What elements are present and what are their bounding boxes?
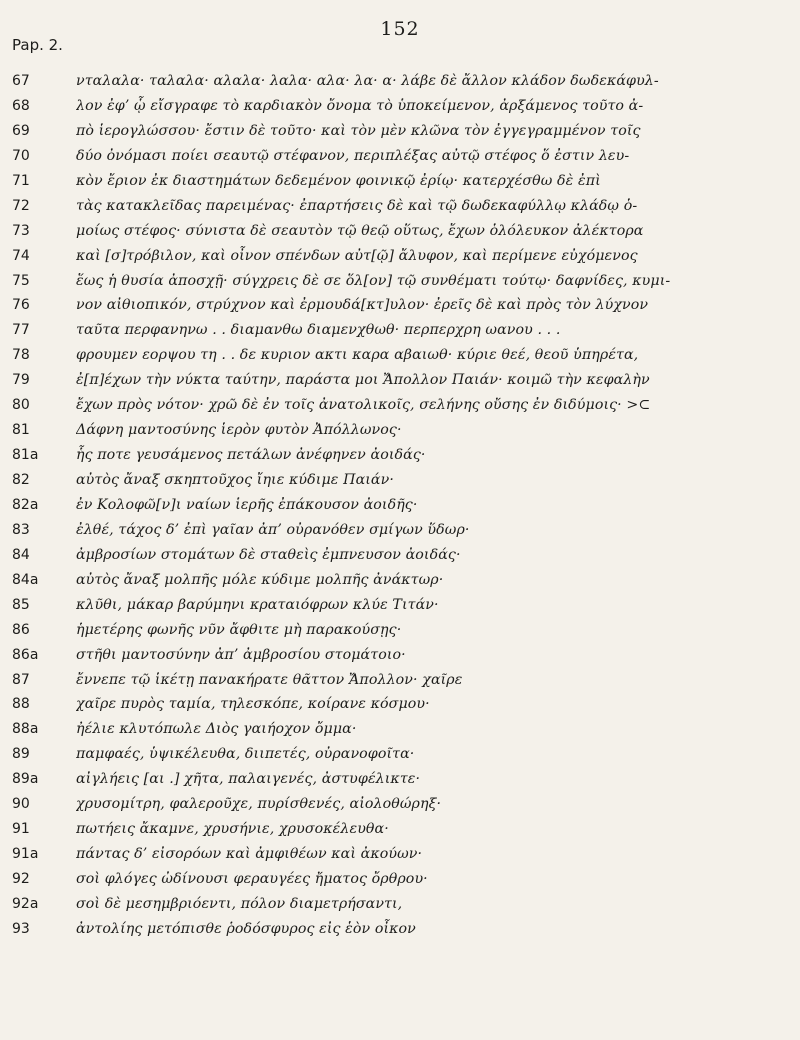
text-body xyxy=(0,69,800,942)
line-text: ἕως ἡ θυσία ἀποσχῇ· σύγχρεις δὲ σε ὅλ[ον] τῷ συνθέματι τούτῳ· δαφνίδες, κυμι- xyxy=(76,272,671,289)
line-number: 78 xyxy=(12,347,30,364)
text-line xyxy=(0,94,800,119)
text-line xyxy=(0,468,800,493)
line-number: 86 xyxy=(12,621,30,638)
line-text: ἧς ποτε γευσάμενος πετάλων ἀνέφηνεν ἀοιδάς· xyxy=(76,447,426,464)
papyrus-label: Pap. 2. xyxy=(12,36,63,54)
line-number: 92a xyxy=(12,895,39,912)
line-number: 92 xyxy=(12,871,30,887)
text-line xyxy=(0,169,800,194)
text-line xyxy=(0,618,800,643)
text-line xyxy=(0,867,800,892)
text-line xyxy=(0,69,800,94)
line-text: αὐτὸς ἄναξ μολπῆς μόλε κύδιμε μολπῆς ἀνάκτωρ· xyxy=(76,571,444,588)
line-number: 90 xyxy=(12,796,30,813)
line-text: χρυσομίτρη, φαλεροῦχε, πυρίσθενές, αἰολοθώρηξ· xyxy=(76,796,442,813)
line-number: 74 xyxy=(12,247,30,264)
line-number: 67 xyxy=(12,73,30,89)
line-number: 80 xyxy=(12,397,30,414)
line-number: 77 xyxy=(12,322,30,339)
text-line xyxy=(0,767,800,792)
line-number: 91a xyxy=(12,846,39,863)
page-number: 152 xyxy=(380,18,420,40)
text-line xyxy=(0,643,800,668)
text-line xyxy=(0,443,800,468)
line-text: παμφαές, ὑψικέλευθα, διιπετές, οὐρανοφοῖτα· xyxy=(76,746,415,763)
line-text: σοὶ φλόγες ὠδίνουσι φεραυγέες ἤματος ὄρθρου· xyxy=(76,871,428,887)
line-number: 84a xyxy=(12,571,39,588)
text-line xyxy=(0,418,800,443)
line-number: 89 xyxy=(12,746,30,763)
text-line xyxy=(0,668,800,693)
line-text: χαῖρε πυρὸς ταμία, τηλεσκόπε, κοίρανε κόσμου· xyxy=(76,696,430,713)
line-text: κλῦθι, μάκαρ βαρύμηνι κραταιόφρων κλύε Τιτάν· xyxy=(76,596,439,613)
line-number: 86a xyxy=(12,646,39,663)
text-line xyxy=(0,692,800,717)
line-number: 69 xyxy=(12,122,30,139)
line-number: 73 xyxy=(12,222,30,239)
text-line xyxy=(0,493,800,518)
text-line xyxy=(0,593,800,618)
text-line xyxy=(0,393,800,418)
line-text: τὰς κατακλεῖδας παρειμένας· ἐπαρτήσεις δὲ καὶ τῷ δωδεκαφύλλῳ κλάδῳ ὁ- xyxy=(76,197,638,214)
text-line xyxy=(0,343,800,368)
line-text: καὶ [σ]τρόβιλον, καὶ οἶνον σπένδων αὐτ[ῷ] ἄλυφον, καὶ περίμενε εὐχόμενος xyxy=(76,247,638,264)
text-line xyxy=(0,892,800,917)
line-text: σοὶ δὲ μεσημβριόεντι, πόλον διαμετρήσαντι, xyxy=(76,895,403,912)
line-number: 89a xyxy=(12,771,39,788)
line-text: στῆθι μαντοσύνην ἀπ’ ἀμβροσίου στομάτοιο· xyxy=(76,646,406,663)
line-number: 82 xyxy=(12,472,30,488)
line-text: ἡμετέρης φωνῆς νῦν ἄφθιτε μὴ παρακούσῃς· xyxy=(76,621,402,638)
line-text: Δάφνη μαντοσύνης ἱερὸν φυτὸν Ἀπόλλωνος· xyxy=(76,422,402,439)
text-line xyxy=(0,842,800,867)
line-text: νον αἰθιοπικόν, στρύχνον καὶ ἐρμουδά[κτ]υλον· ἐρεῖς δὲ καὶ πρὸς τὸν λύχνον xyxy=(76,297,649,314)
text-line xyxy=(0,792,800,817)
line-text: λον ἐφ’ ᾧ εἴσγραφε τὸ καρδιακὸν ὄνομα τὸ ὑποκείμενον, ἀρξάμενος τοῦτο ἀ- xyxy=(76,97,644,114)
line-text: αἰγλήεις [αι .] χῆτα, παλαιγενές, ἀστυφέλικτε· xyxy=(76,771,421,788)
line-number: 79 xyxy=(12,372,30,389)
line-number: 81a xyxy=(12,447,39,464)
line-number: 91 xyxy=(12,821,30,838)
line-number: 88a xyxy=(12,721,39,738)
line-text: ἠέλιε κλυτόπωλε Διὸς γαιήοχον ὄμμα· xyxy=(76,721,357,738)
text-line xyxy=(0,244,800,269)
line-number: 75 xyxy=(12,272,30,289)
line-number: 71 xyxy=(12,172,30,189)
line-text: πὸ ἱερογλώσσου· ἔστιν δὲ τοῦτο· καὶ τὸν μὲν κλῶνα τὸν ἐγγεγραμμένον τοῖς xyxy=(76,122,641,139)
line-text: αὐτὸς ἄναξ σκηπτοῦχος ἴηιε κύδιμε Παιάν· xyxy=(76,472,394,488)
line-text: ἔχων πρὸς νότον· χρῶ δὲ ἐν τοῖς ἀνατολικοῖς, σελήνης οὔσης ἐν διδύμοις· >⊂ xyxy=(76,397,651,414)
line-number: 85 xyxy=(12,596,30,613)
line-text: ἐ[π]έχων τὴν νύκτα ταύτην, παράστα μοι Ἄπολλον Παιάν· κοιμῶ τὴν κεφαλὴν xyxy=(76,372,650,389)
text-line xyxy=(0,518,800,543)
line-number: 70 xyxy=(12,147,30,164)
line-text: ἐν Κολοφῶ[ν]ι ναίων ἱερῆς ἐπάκουσον ἀοιδῆς· xyxy=(76,496,418,513)
line-number: 81 xyxy=(12,422,30,439)
line-number: 82a xyxy=(12,496,39,513)
text-line xyxy=(0,917,800,942)
line-text: ἀμβροσίων στομάτων δὲ σταθεὶς ἐμπνευσον ἀοιδάς· xyxy=(76,546,461,563)
text-line xyxy=(0,144,800,169)
line-text: ταῦτα περφανηνω . . διαμανθω διαμενχθωθ· περπερχρη ωανου . . . xyxy=(76,322,561,339)
line-text: φρουμεν εορψου τη . . δε κυριον ακτι καρα αβαιωθ· κύριε θεέ, θεοῦ ὑπηρέτα, xyxy=(76,347,639,364)
text-line xyxy=(0,742,800,767)
line-number: 68 xyxy=(12,97,30,114)
line-text: ἔννεπε τῷ ἱκέτῃ πανακήρατε θᾶττον Ἄπολλον· χαῖρε xyxy=(76,671,463,688)
line-number: 84 xyxy=(12,546,30,563)
line-text: πωτήεις ἄκαμνε, χρυσήνιε, χρυσοκέλευθα· xyxy=(76,821,389,838)
text-line xyxy=(0,269,800,294)
line-number: 72 xyxy=(12,197,30,214)
line-text: κὸν ἔριον ἐκ διαστημάτων δεδεμένον φοινικῷ ἐρίῳ· κατερχέσθω δὲ ἐπὶ xyxy=(76,172,601,189)
line-text: νταλαλα· ταλαλα· αλαλα· λαλα· αλα· λα· α· λάβε δὲ ἄλλον κλάδον δωδεκάφυλ- xyxy=(76,73,659,89)
line-number: 87 xyxy=(12,671,30,688)
text-line xyxy=(0,219,800,244)
line-number: 83 xyxy=(12,521,30,538)
line-text: ἐλθέ, τάχος δ’ ἐπὶ γαῖαν ἀπ’ οὐρανόθεν σμίγων ὕδωρ· xyxy=(76,521,470,538)
text-line xyxy=(0,368,800,393)
line-text: δύο ὀνόμασι ποίει σεαυτῷ στέφανον, περιπλέξας αὐτῷ στέφος ὅ ἐστιν λευ- xyxy=(76,147,630,164)
line-text: ἀντολίης μετόπισθε ῥοδόσφυρος εἰς ἑὸν οἶκον xyxy=(76,920,416,937)
text-line xyxy=(0,119,800,144)
text-line xyxy=(0,543,800,568)
text-line xyxy=(0,568,800,593)
line-text: μοίως στέφος· σύνιστα δὲ σεαυτὸν τῷ θεῷ οὕτως, ἔχων ὁλόλευκον ἀλέκτορα xyxy=(76,222,644,239)
line-number: 93 xyxy=(12,920,30,937)
text-line xyxy=(0,293,800,318)
text-line xyxy=(0,817,800,842)
text-line xyxy=(0,318,800,343)
line-number: 88 xyxy=(12,696,30,713)
line-number: 76 xyxy=(12,297,30,314)
line-text: πάντας δ’ εἰσορόων καὶ ἀμφιθέων καὶ ἀκούων· xyxy=(76,846,423,863)
text-line xyxy=(0,194,800,219)
text-line xyxy=(0,717,800,742)
